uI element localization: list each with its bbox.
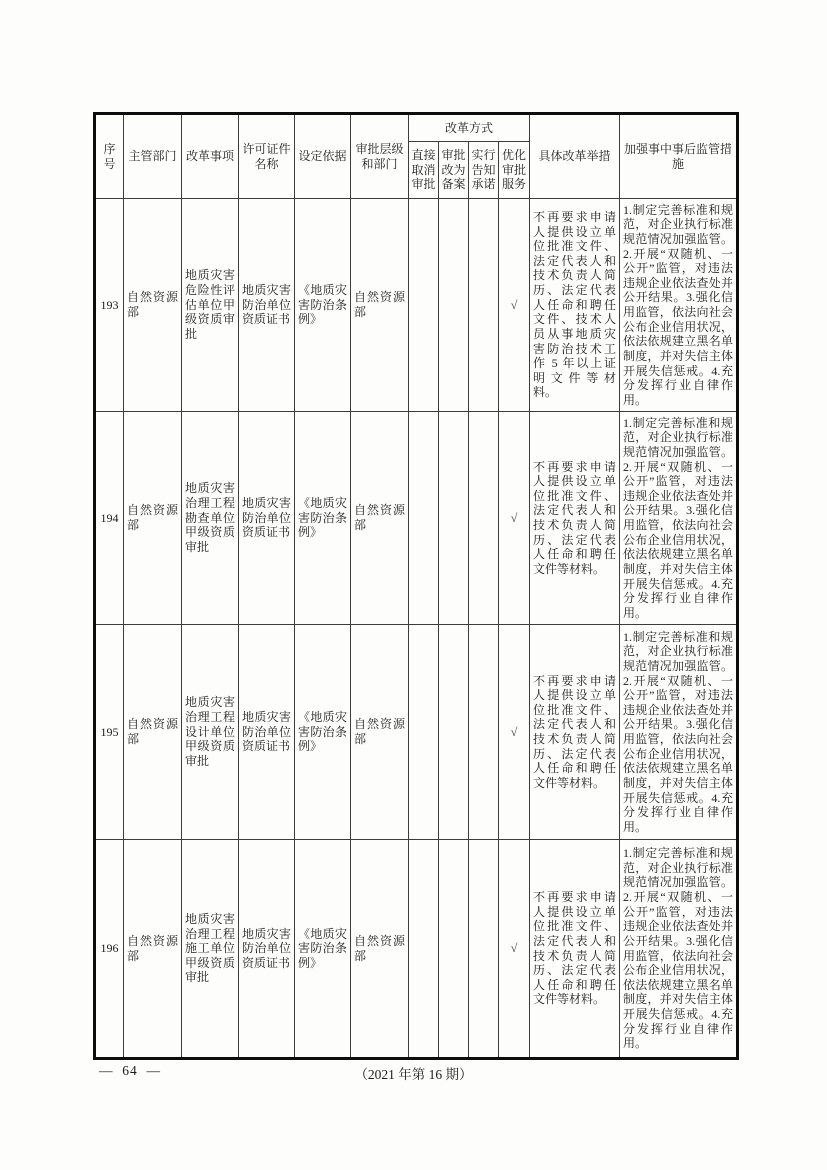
cell-method-commitment bbox=[469, 625, 499, 840]
cell-department: 自然资源部 bbox=[124, 625, 182, 840]
cell-method-optimize-checkmark: √ bbox=[499, 840, 530, 1059]
cell-supervision: 1.制定完善标准和规范，对企业执行标准规范情况加强监管。2.开展“双随机、一公开”监管，对违法违规企业依法查处并公开结果。3.强化信用监管，依法向社会公布企业信用状况，依法依规建立黑名单制度，并对失信主体开展失信惩戒。4.充分发挥行业自律作用。 bbox=[620, 840, 738, 1059]
cell-measures: 不再要求申请人提供设立单位批准文件、法定代表人和技术负责人简历、法定代表人任命和聘任文件等材料。 bbox=[530, 412, 620, 625]
cell-basis: 《地质灾害防治条例》 bbox=[295, 412, 351, 625]
table-row bbox=[95, 625, 738, 840]
cell-method-commitment bbox=[469, 840, 499, 1059]
reform-items-table bbox=[93, 112, 739, 1060]
cell-method-cancel bbox=[409, 840, 439, 1059]
header-seq: 序号 bbox=[95, 114, 124, 199]
cell-seq: 195 bbox=[95, 625, 124, 840]
header-approval-level: 审批层级和部门 bbox=[351, 114, 409, 199]
header-supervision: 加强事中事后监管措施 bbox=[620, 114, 738, 199]
footer-page-number: — 64 — bbox=[99, 1063, 161, 1078]
cell-method-cancel bbox=[409, 412, 439, 625]
cell-basis: 《地质灾害防治条例》 bbox=[295, 625, 351, 840]
table-row bbox=[95, 840, 738, 1059]
header-method-group: 改革方式 bbox=[409, 114, 530, 142]
cell-method-commitment bbox=[469, 199, 499, 412]
footer-issue-label: （2021 年第 16 期） bbox=[354, 1067, 473, 1082]
cell-measures: 不再要求申请人提供设立单位批准文件、法定代表人和技术负责人简历、法定代表人任命和聘任文件等材料。 bbox=[530, 840, 620, 1059]
cell-method-optimize-checkmark: √ bbox=[499, 625, 530, 840]
cell-reform-item: 地质灾害治理工程施工单位甲级资质审批 bbox=[182, 840, 239, 1059]
cell-method-commitment bbox=[469, 412, 499, 625]
header-basis: 设定依据 bbox=[295, 114, 351, 199]
cell-license-name: 地质灾害防治单位资质证书 bbox=[239, 840, 295, 1059]
cell-supervision: 1.制定完善标准和规范，对企业执行标准规范情况加强监管。2.开展“双随机、一公开”监管，对违法违规企业依法查处并公开结果。3.强化信用监管，依法向社会公布企业信用状况，依法依规建立黑名单制度，并对失信主体开展失信惩戒。4.充分发挥行业自律作用。 bbox=[620, 412, 738, 625]
cell-basis: 《地质灾害防治条例》 bbox=[295, 199, 351, 412]
cell-measures: 不再要求申请人提供设立单位批准文件、法定代表人和技术负责人简历、法定代表人任命和聘任文件、技术人员从事地质灾害防治技术工作 5 年以上证明文件等材料。 bbox=[530, 199, 620, 412]
header-department: 主管部门 bbox=[124, 114, 182, 199]
cell-supervision: 1.制定完善标准和规范，对企业执行标准规范情况加强监管。2.开展“双随机、一公开”监管，对违法违规企业依法查处并公开结果。3.强化信用监管，依法向社会公布企业信用状况，依法依规建立黑名单制度，并对失信主体开展失信惩戒。4.充分发挥行业自律作用。 bbox=[620, 199, 738, 412]
cell-method-optimize-checkmark: √ bbox=[499, 412, 530, 625]
cell-approval-level: 自然资源部 bbox=[351, 625, 409, 840]
header-method-optimize: 优化审批服务 bbox=[499, 142, 530, 199]
header-method-commitment: 实行告知承诺 bbox=[469, 142, 499, 199]
cell-license-name: 地质灾害防治单位资质证书 bbox=[239, 199, 295, 412]
cell-department: 自然资源部 bbox=[124, 840, 182, 1059]
cell-method-to-filing bbox=[439, 199, 469, 412]
cell-license-name: 地质灾害防治单位资质证书 bbox=[239, 625, 295, 840]
cell-method-optimize-checkmark: √ bbox=[499, 199, 530, 412]
cell-license-name: 地质灾害防治单位资质证书 bbox=[239, 412, 295, 625]
cell-method-cancel bbox=[409, 199, 439, 412]
cell-measures: 不再要求申请人提供设立单位批准文件、法定代表人和技术负责人简历、法定代表人任命和聘任文件等材料。 bbox=[530, 625, 620, 840]
cell-method-to-filing bbox=[439, 412, 469, 625]
cell-method-to-filing bbox=[439, 625, 469, 840]
cell-reform-item: 地质灾害治理工程设计单位甲级资质审批 bbox=[182, 625, 239, 840]
table-row bbox=[95, 199, 738, 412]
header-license-name: 许可证件名称 bbox=[239, 114, 295, 199]
cell-department: 自然资源部 bbox=[124, 412, 182, 625]
cell-approval-level: 自然资源部 bbox=[351, 412, 409, 625]
cell-seq: 196 bbox=[95, 840, 124, 1059]
header-method-cancel: 直接取消审批 bbox=[409, 142, 439, 199]
cell-method-to-filing bbox=[439, 840, 469, 1059]
cell-seq: 194 bbox=[95, 412, 124, 625]
cell-basis: 《地质灾害防治条例》 bbox=[295, 840, 351, 1059]
cell-supervision: 1.制定完善标准和规范，对企业执行标准规范情况加强监管。2.开展“双随机、一公开”监管，对违法违规企业依法查处并公开结果。3.强化信用监管，依法向社会公布企业信用状况，依法依规建立黑名单制度，并对失信主体开展失信惩戒。4.充分发挥行业自律作用。 bbox=[620, 625, 738, 840]
header-measures: 具体改革举措 bbox=[530, 114, 620, 199]
cell-method-cancel bbox=[409, 625, 439, 840]
cell-approval-level: 自然资源部 bbox=[351, 840, 409, 1059]
cell-reform-item: 地质灾害治理工程勘查单位甲级资质审批 bbox=[182, 412, 239, 625]
cell-reform-item: 地质灾害危险性评估单位甲级资质审批 bbox=[182, 199, 239, 412]
header-reform-item: 改革事项 bbox=[182, 114, 239, 199]
cell-department: 自然资源部 bbox=[124, 199, 182, 412]
header-method-to-filing: 审批改为备案 bbox=[439, 142, 469, 199]
cell-seq: 193 bbox=[95, 199, 124, 412]
cell-approval-level: 自然资源部 bbox=[351, 199, 409, 412]
table-row bbox=[95, 412, 738, 625]
